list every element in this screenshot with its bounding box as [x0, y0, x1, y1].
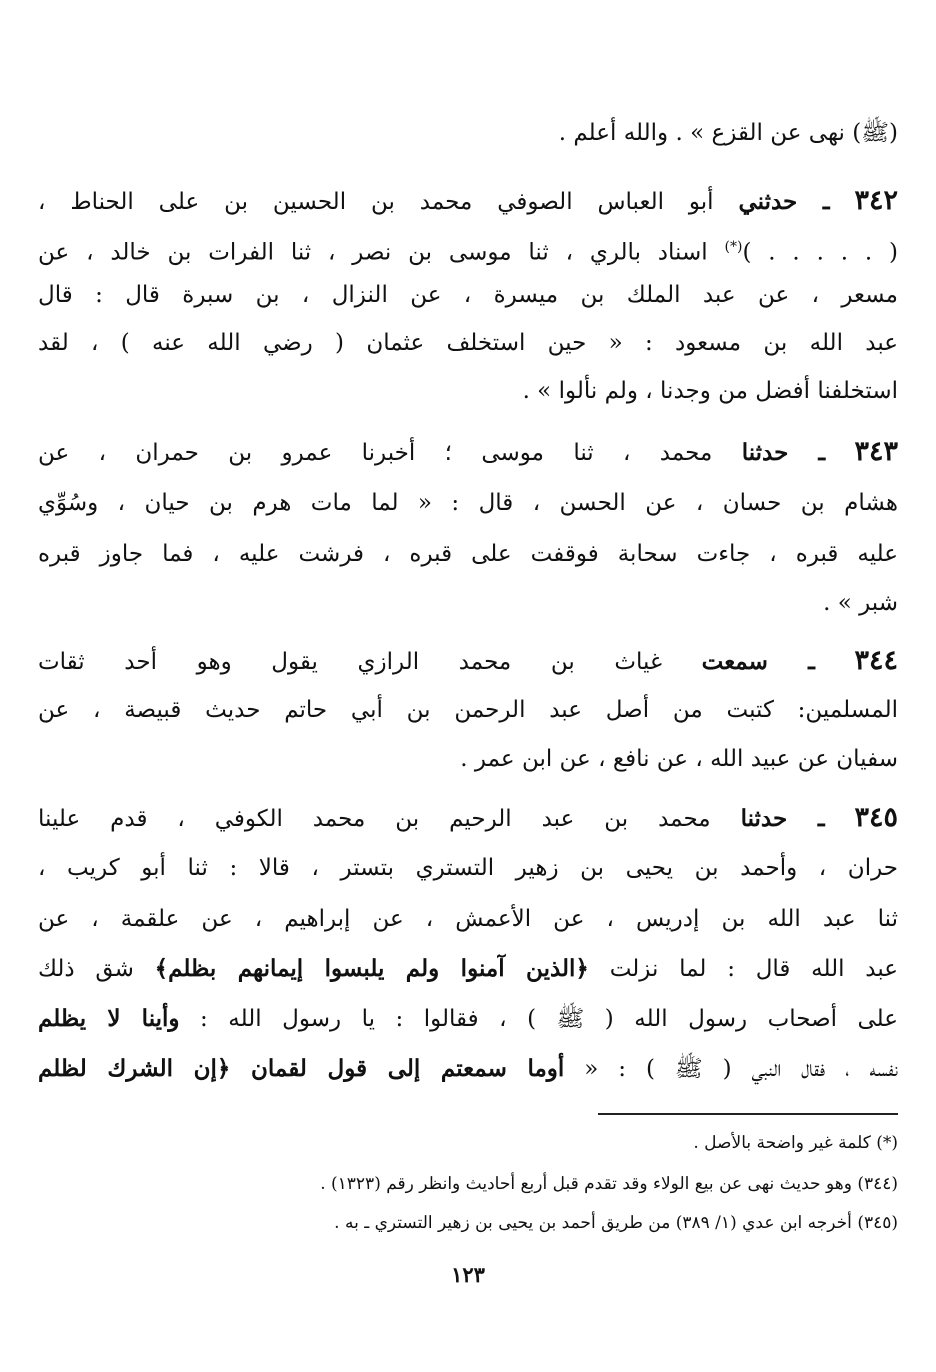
hadith-number: ٣٤٤: [854, 645, 899, 676]
hadith-number: ٣٤٢: [854, 185, 898, 216]
hadith-344-line-1: ٣٤٤ ـ سمعت غياث بن محمد الرازي يقول وهو أحد ثقات: [38, 645, 899, 676]
hadith-344-line-2: المسلمين: كتبت من أصل عبد الرحمن بن أبي حاتم حديث قبيصة ، عن: [38, 697, 898, 723]
hadith-342-line-3: مسعر ، عن عبد الملك بن ميسرة ، عن النزال ، بن سبرة قال : قال: [38, 282, 898, 308]
hadith-345-line-4: عبد الله قال : لما نزلت ﴿الذين آمنوا ولم يلبسوا إيمانهم بظلم﴾ شق ذلك: [38, 955, 899, 982]
hadith-345-line-1: ٣٤٥ ـ حدثنا محمد بن عبد الرحيم بن محمد الكوفي ، قدم علينا: [38, 802, 899, 833]
quran-quote: ﴿الذين آمنوا ولم يلبسوا إيمانهم بظلم﴾: [154, 955, 589, 982]
footnote-separator: [598, 1113, 898, 1115]
hadith-345-line-3: ثنا عبد الله بن إدريس ، عن الأعمش ، عن إبراهيم ، عن علقمة ، عن: [38, 906, 898, 932]
text-line-1: (ﷺ) نهى عن القزع » . والله أعلم .: [558, 120, 898, 146]
hadith-344-line-3: سفيان عن عبيد الله ، عن نافع ، عن ابن عمر .: [460, 746, 898, 772]
footnote-2: (٣٤٤) وهو حديث نهى عن بيع الولاء وقد تقدم قبل أربع أحاديث وانظر رقم (١٣٢٣) .: [320, 1174, 898, 1194]
hadith-number: ٣٤٣: [854, 436, 899, 467]
hadith-number: ٣٤٥: [854, 802, 899, 833]
footnote-3: (٣٤٥) أخرجه ابن عدي (١/ ٣٨٩) من طريق أحمد بن يحيى بن زهير التستري ـ به .: [334, 1213, 898, 1233]
page-number: ١٢٣: [451, 1262, 485, 1287]
hadith-345-line-5: على أصحاب رسول الله ( ﷺ ) ، فقالوا : يا رسول الله : وأينا لا يظلم: [38, 1005, 899, 1032]
hadith-343-line-4: شبر » .: [823, 590, 898, 616]
hadith-heading: ـ حدثني: [738, 188, 830, 215]
hadith-343-line-1: ٣٤٣ ـ حدثنا محمد ، ثنا موسى ؛ أخبرنا عمرو بن حمران ، عن: [38, 436, 899, 467]
hadith-heading: ـ سمعت: [701, 648, 815, 675]
bold-phrase: وأينا لا يظلم: [38, 1005, 180, 1032]
hadith-342-line-1: ٣٤٢ ـ حدثني أبو العباس الصوفي محمد بن الحسين بن على الحناط ،: [38, 185, 898, 216]
hadith-heading: ـ حدثنا: [740, 805, 825, 832]
hadith-342-line-2: ( . . . . . )(*) اسناد بالري ، ثنا موسى بن نصر ، ثنا الفرات بن خالد ، عن: [38, 239, 898, 266]
bold-phrase: أوما سمعتم إلى قول لقمان ﴿إن الشرك لظلم: [38, 1055, 565, 1082]
footnote-1: (*) كلمة غير واضحة بالأصل .: [693, 1133, 898, 1153]
hadith-343-line-3: عليه قبره ، جاءت سحابة فوقفت على قبره ، فرشت عليه ، فما جاوز قبره: [38, 541, 898, 567]
hadith-345-line-6: نفسه ، فقال النبي ( ﷺ ) : « أوما سمعتم إلى قول لقمان ﴿إن الشرك لظلم: [38, 1055, 898, 1082]
hadith-342-line-5: استخلفنا أفضل من وجدنا ، ولم نألوا » .: [522, 378, 898, 404]
hadith-343-line-2: هشام بن حسان ، عن الحسن ، قال : « لما مات هرم بن حيان ، وسُوِّي: [38, 490, 898, 516]
hadith-342-line-4: عبد الله بن مسعود : « حين استخلف عثمان ( رضي الله عنه ) ، لقد: [38, 330, 898, 356]
footnote-marker: (*): [724, 239, 743, 255]
hadith-345-line-2: حران ، وأحمد بن يحيى بن زهير التستري بتستر ، قالا : ثنا أبو كريب ،: [38, 855, 898, 881]
hadith-heading: ـ حدثنا: [741, 439, 826, 466]
